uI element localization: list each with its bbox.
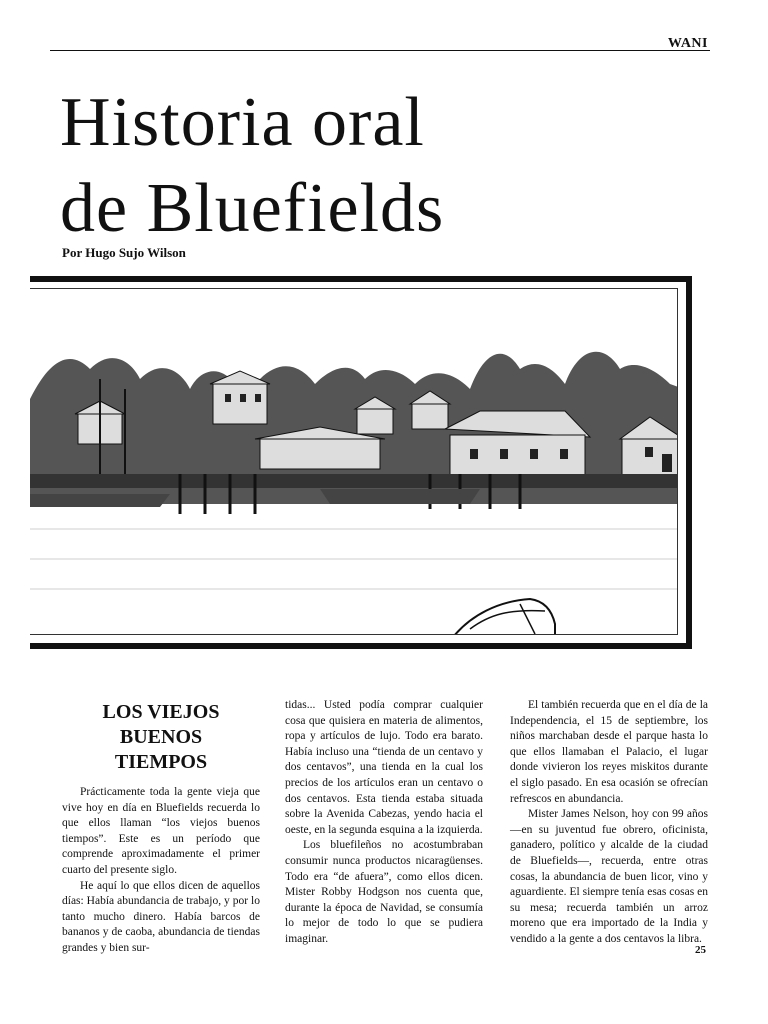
paragraph: Mister James Nelson, hoy con 99 años —en su juventud fue obrero, oficinista, ganadero, político y alcalde de la ciudad de Bluefields—, recuerda, entre otras cosas, la abundancia de buen licor, vino y aguardiente. El siempre tenía esas cosas en su mesa; recuerda también un arroz moreno que era importado de la India y vendido a la gente a dos centavos la libra. [510, 808, 708, 945]
header-rule [50, 50, 710, 51]
paragraph: tidas... Usted podía comprar cualquier cosa que quisiera en materia de alimentos, ropa y artículos de lujo. Todo era barato. Había incluso una “tienda de un centavo y dos centavos”, una tienda en la cual los precios de los artículos eran un centavo o dos centavos. Esta tienda estaba situada sobre la Avenida Cabezas, yendo hacia el oeste, en la segunda esquina a la izquierda. [285, 699, 483, 836]
section-heading-line-1: LOS VIEJOS [102, 701, 220, 723]
section-heading [62, 700, 260, 775]
paragraph: Prácticamente toda la gente vieja que vive hoy en día en Bluefields recuerda lo que ellos llaman “los viejos buenos tiempos”. Este es un período que comprende aproximadamente el primer cuarto del presente siglo. [62, 786, 260, 876]
waterfront-illustration [30, 289, 678, 635]
page-number: 25 [695, 944, 706, 956]
article-column-1 [62, 700, 260, 957]
paragraph: Los bluefileños no acostumbraban consumir nunca productos nicaragüenses. Todo era “de afuera”, como ellos dicen. Mister Robby Hodgson nos cuenta que, durante la época de Navidad, se consumía lo mejor de todo lo que se pudiera imaginar. [285, 839, 483, 945]
article-column-2 [285, 698, 483, 948]
section-heading-line-2: BUENOS [119, 726, 203, 748]
byline: Por Hugo Sujo Wilson [62, 245, 186, 260]
paragraph: El también recuerda que en el día de la Independencia, el 15 de septiembre, los niños marchaban desde el parque hasta lo que ellos llamaban el Palacio, el lugar donde vivieron los reyes miskitos durante el siglo pasado. En esa ocasión se ofrecían refrescos en abundancia. [510, 699, 708, 805]
section-heading-line-3: TIEMPOS [114, 751, 208, 773]
historic-photo [30, 276, 692, 649]
paragraph: He aquí lo que ellos dicen de aquellos días: Había abundancia de trabajo, y por lo tanto mucho dinero. Había barcos de bananos y de caoba, abundancia de tiendas grandes y bien sur- [62, 879, 260, 954]
article-title [60, 80, 444, 252]
photo-image [30, 288, 678, 635]
magazine-name: WANI [667, 36, 708, 51]
article-column-3 [510, 698, 708, 948]
title-line-2: de Bluefields [60, 170, 445, 247]
title-line-1: Historia oral [60, 84, 425, 161]
